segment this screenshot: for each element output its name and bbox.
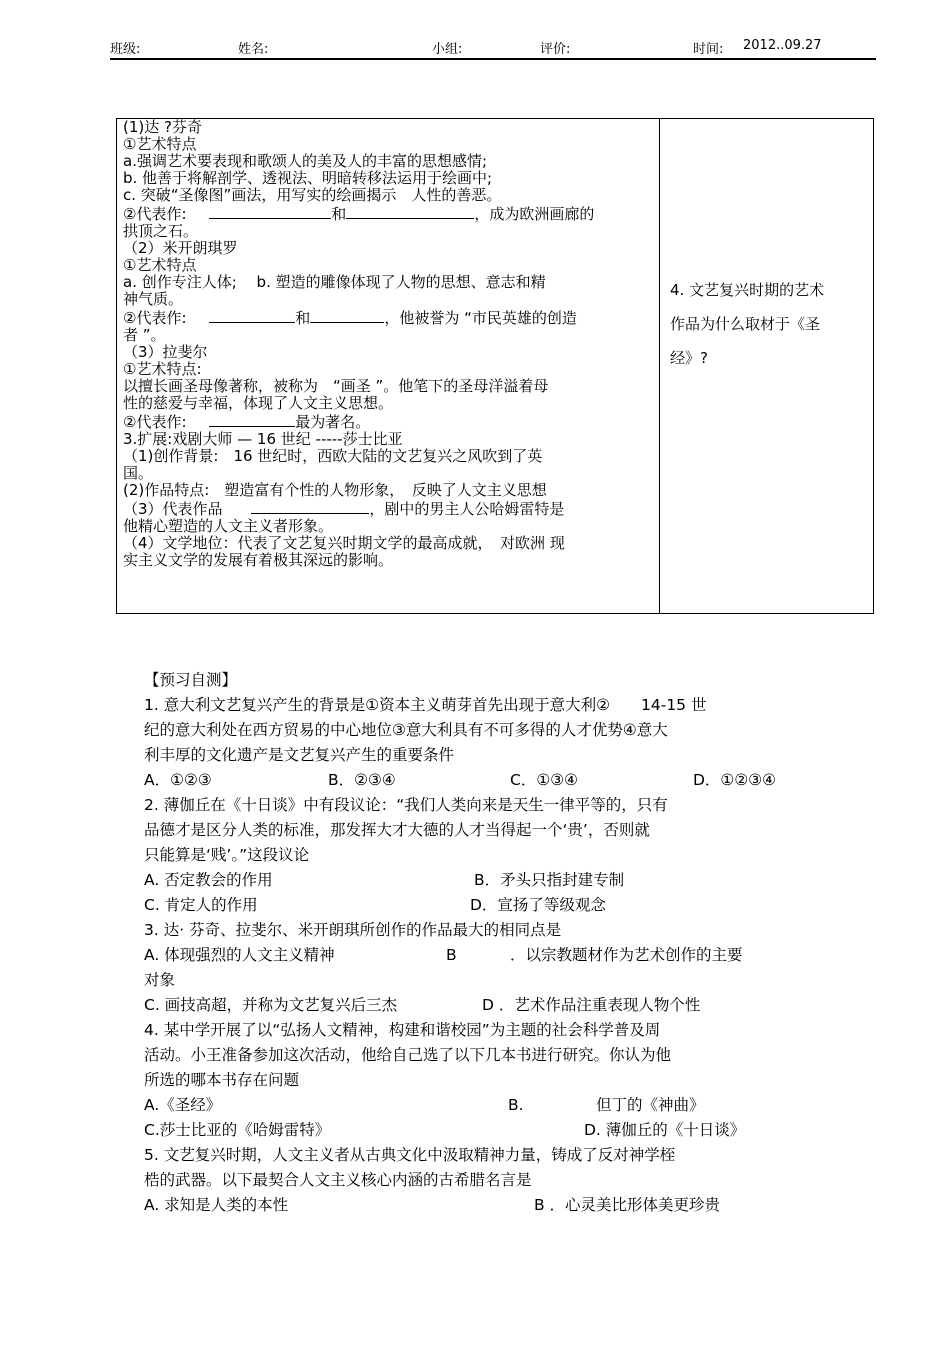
note-line: 以擅长画圣母像著称，被称为 “画圣 ”。他笔下的圣母洋溢着母 xyxy=(123,377,549,395)
q3-option-a[interactable]: A. 体现强烈的人文主义精神 xyxy=(144,946,335,964)
q2-option-b[interactable]: B．矛头只指封建专制 xyxy=(474,871,625,889)
q1-line: 纪的意大利处在西方贸易的中心地位③意大利具有不可多得的人才优势④意大 xyxy=(144,721,668,739)
question-line: 作品为什么取材于《圣 xyxy=(670,315,821,333)
question-line: 4. 文艺复兴时期的艺术 xyxy=(670,281,825,299)
note-line xyxy=(123,499,653,518)
q3-option-b-letter[interactable]: B xyxy=(446,946,457,964)
q3-option-b-cont: 对象 xyxy=(144,971,176,989)
note-line: 神气质。 xyxy=(123,290,184,308)
q3-options xyxy=(144,943,844,968)
q1-option-c[interactable]: C．①③④ xyxy=(510,771,579,789)
note-line: 国。 xyxy=(123,464,154,482)
blank-shakespeare[interactable] xyxy=(251,499,369,514)
q4-options xyxy=(144,1118,844,1143)
note-text: ，成为欧洲画廊的 xyxy=(474,205,595,223)
section-title: 【预习自测】 xyxy=(144,671,238,689)
note-line: （4）文学地位：代表了文艺复兴时期文学的最高成就， 对欧洲 现 xyxy=(123,534,565,552)
q5-options xyxy=(144,1193,844,1218)
q4-option-b-letter[interactable]: B. xyxy=(508,1096,524,1114)
q1-options xyxy=(144,768,844,793)
note-line xyxy=(123,204,653,223)
question-line: 经》? xyxy=(670,349,708,367)
q2-option-a[interactable]: A. 否定教会的作用 xyxy=(144,871,273,889)
self-test-section xyxy=(144,668,844,1218)
q4-line: 活动。小王准备参加这次活动，他给自己选了以下几本书进行研究。你认为他 xyxy=(144,1046,672,1064)
q1-line: 利丰厚的文化遗产是文艺复兴产生的重要条件 xyxy=(144,746,455,764)
q2-option-d[interactable]: D．宣扬了等级观念 xyxy=(470,896,606,914)
blank-michelangelo-1[interactable] xyxy=(209,308,295,323)
q5-line: 5. 文艺复兴时期，人文主义者从古典文化中汲取精神力量，铸成了反对神学桎 xyxy=(144,1146,676,1164)
time-value: 2012..09.27 xyxy=(743,38,822,53)
blank-michelangelo-2[interactable] xyxy=(310,308,384,323)
note-line: （2）米开朗琪罗 xyxy=(123,239,238,257)
blank-davinci-2[interactable] xyxy=(346,204,474,219)
blank-davinci-1[interactable] xyxy=(209,204,331,219)
eval-label: 评价: xyxy=(540,42,571,57)
note-line: b. 他善于将解剖学、透视法、明暗转移法运用于绘画中; xyxy=(123,169,493,187)
class-label: 班级: xyxy=(110,42,141,57)
note-text: ②代表作: xyxy=(123,413,187,431)
q2-options xyxy=(144,893,844,918)
note-line: c. 突破“圣像图”画法，用写实的绘画揭示 人性的善恶。 xyxy=(123,186,502,204)
study-table xyxy=(116,118,874,614)
q3-line: 3. 达· 芬奇、拉斐尔、米开朗琪所创作的作品最大的相同点是 xyxy=(144,921,562,939)
q4-option-d[interactable]: D. 薄伽丘的《十日谈》 xyxy=(584,1121,746,1139)
notes-cell xyxy=(117,119,660,613)
blank-raphael[interactable] xyxy=(209,412,295,427)
note-text: ②代表作: xyxy=(123,205,187,223)
q1-option-d[interactable]: D．①②③④ xyxy=(693,771,777,789)
q2-options xyxy=(144,868,844,893)
q4-option-b[interactable]: 但丁的《神曲》 xyxy=(596,1096,705,1114)
note-line: 实主义文学的发展有着极其深远的影响。 xyxy=(123,551,394,569)
note-text: ，剧中的男主人公哈姆雷特是 xyxy=(369,500,565,518)
q4-line: 所选的哪本书存在问题 xyxy=(144,1071,300,1089)
note-text: 和 xyxy=(295,309,311,327)
q1-option-a[interactable]: A．①②③ xyxy=(144,771,212,789)
note-line: ①艺术特点: xyxy=(123,360,202,378)
q4-option-c[interactable]: C.莎士比亚的《哈姆雷特》 xyxy=(144,1121,331,1139)
note-text: 最为著名。 xyxy=(295,413,371,431)
q4-line: 4. 某中学开展了以“弘扬人文精神，构建和谐校园”为主题的社会科学普及周 xyxy=(144,1021,661,1039)
note-text: 和 xyxy=(331,205,347,223)
q2-line: 只能算是‘贱’。”这段议论 xyxy=(144,846,310,864)
note-line: (1)达 ?芬奇 xyxy=(123,118,202,136)
q4-option-a[interactable]: A.《圣经》 xyxy=(144,1096,222,1114)
name-label: 姓名: xyxy=(238,42,269,57)
note-line: 3.扩展:戏剧大师 — 16 世纪 -----莎士比亚 xyxy=(123,430,403,448)
note-line: 者 ”。 xyxy=(123,326,166,344)
note-text: （3）代表作品 xyxy=(123,500,223,518)
q4-options xyxy=(144,1093,844,1118)
page-header xyxy=(110,38,876,60)
q3-option-b[interactable]: ．以宗教题材作为艺术创作的主要 xyxy=(510,946,743,964)
q3-options xyxy=(144,993,844,1018)
note-line: 他精心塑造的人文主义者形象。 xyxy=(123,517,334,535)
q5-option-a[interactable]: A. 求知是人类的本性 xyxy=(144,1196,289,1214)
note-line: (2)作品特点: 塑造富有个性的人物形象， 反映了人文主义思想 xyxy=(123,481,547,499)
question-cell xyxy=(670,273,865,375)
note-line: （1)创作背景: 16 世纪时，西欧大陆的文艺复兴之风吹到了英 xyxy=(123,447,543,465)
q5-option-b[interactable]: B ．心灵美比形体美更珍贵 xyxy=(534,1196,721,1214)
time-label: 时间: xyxy=(693,42,724,57)
q1-option-b[interactable]: B．②③④ xyxy=(328,771,396,789)
note-line: ①艺术特点 xyxy=(123,135,197,153)
note-text: ，他被誉为 “市民英雄的创造 xyxy=(384,309,577,327)
note-line xyxy=(123,412,653,431)
group-label: 小组: xyxy=(432,42,463,57)
note-line: a. 创作专注人体; b. 塑造的雕像体现了人物的思想、意志和精 xyxy=(123,273,546,291)
q5-line: 梏的武器。以下最契合人文主义核心内涵的古希腊名言是 xyxy=(144,1171,532,1189)
q3-option-c[interactable]: C. 画技高超，并称为文艺复兴后三杰 xyxy=(144,996,398,1014)
q3-option-d[interactable]: D ．艺术作品注重表现人物个性 xyxy=(482,996,701,1014)
note-line: a.强调艺术要表现和歌颂人的美及人的丰富的思想感情; xyxy=(123,152,488,170)
note-line xyxy=(123,308,653,327)
q2-option-c[interactable]: C. 肯定人的作用 xyxy=(144,896,258,914)
q2-line: 品德才是区分人类的标准，那发挥大才大德的人才当得起一个‘贵’，否则就 xyxy=(144,821,650,839)
note-line: 性的慈爱与幸福，体现了人文主义思想。 xyxy=(123,394,394,412)
q2-line: 2. 薄伽丘在《十日谈》中有段议论：“我们人类向来是天生一律平等的，只有 xyxy=(144,796,668,814)
note-text: ②代表作: xyxy=(123,309,187,327)
note-line: 拱顶之石。 xyxy=(123,222,199,240)
note-line: （3）拉斐尔 xyxy=(123,343,208,361)
q1-line: 1. 意大利文艺复兴产生的背景是①资本主义萌芽首先出现于意大利② 14-15 世 xyxy=(144,696,707,714)
note-line: ①艺术特点 xyxy=(123,256,197,274)
